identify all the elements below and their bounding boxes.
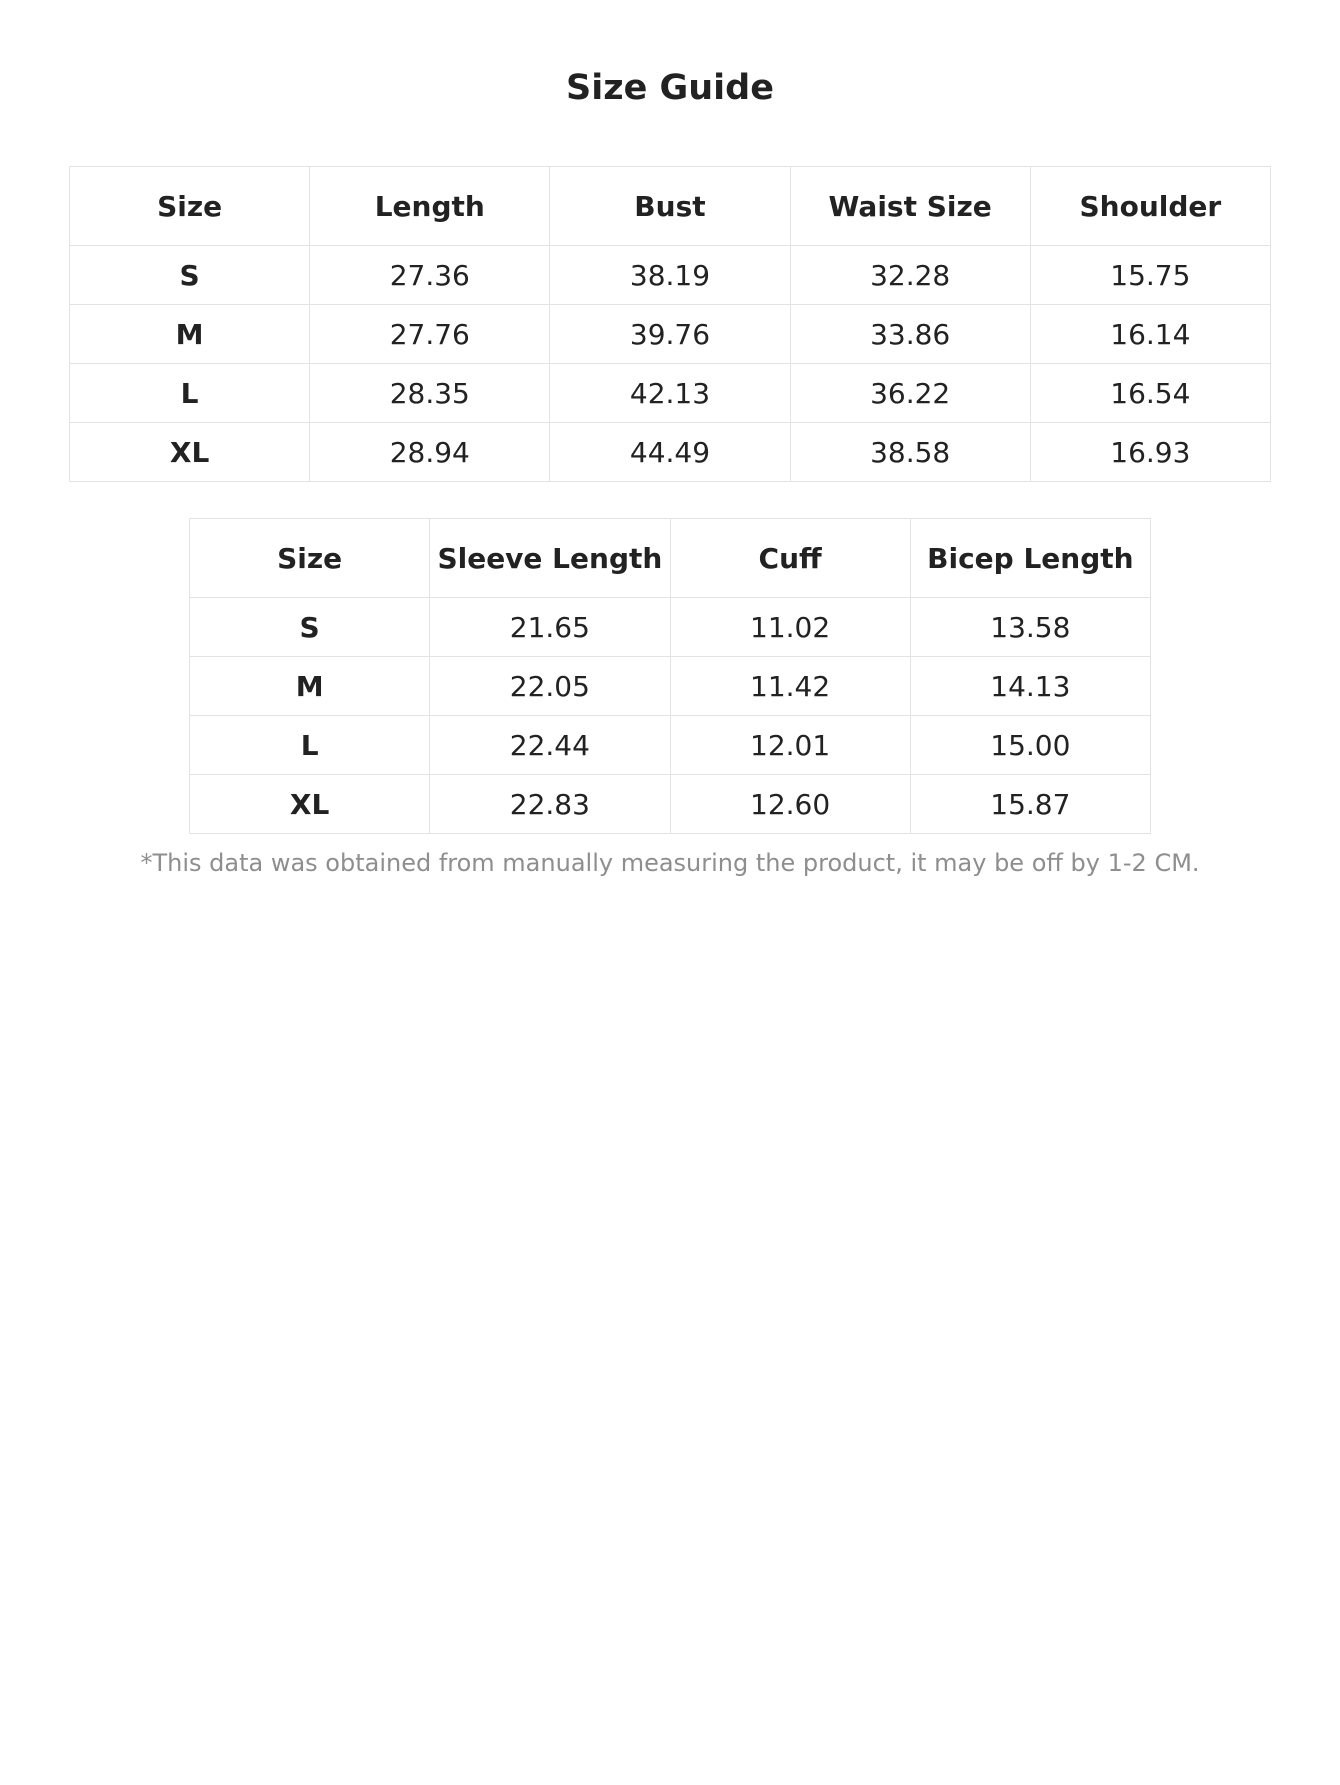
table-cell: 27.76 xyxy=(310,305,550,364)
column-header: Cuff xyxy=(670,519,910,598)
table-cell: 42.13 xyxy=(550,364,790,423)
table-row xyxy=(70,246,1271,305)
size-cell: XL xyxy=(70,423,310,482)
table-cell: 36.22 xyxy=(790,364,1030,423)
table-row xyxy=(190,716,1151,775)
table-cell: 15.00 xyxy=(910,716,1150,775)
measurement-disclaimer: *This data was obtained from manually measuring the product, it may be off by 1-2 CM. xyxy=(140,849,1200,877)
table-cell: 33.86 xyxy=(790,305,1030,364)
column-header: Shoulder xyxy=(1030,167,1270,246)
table-cell: 13.58 xyxy=(910,598,1150,657)
table-cell: 28.35 xyxy=(310,364,550,423)
table-cell: 39.76 xyxy=(550,305,790,364)
table-row xyxy=(190,775,1151,834)
column-header: Bicep Length xyxy=(910,519,1150,598)
table-cell: 16.14 xyxy=(1030,305,1270,364)
table-header-row xyxy=(70,167,1271,246)
table-cell: 32.28 xyxy=(790,246,1030,305)
size-cell: M xyxy=(190,657,430,716)
table-cell: 38.58 xyxy=(790,423,1030,482)
size-cell: L xyxy=(70,364,310,423)
table-cell: 12.60 xyxy=(670,775,910,834)
size-cell: S xyxy=(70,246,310,305)
column-header: Size xyxy=(190,519,430,598)
size-cell: L xyxy=(190,716,430,775)
table-row xyxy=(190,657,1151,716)
table-cell: 16.93 xyxy=(1030,423,1270,482)
size-cell: M xyxy=(70,305,310,364)
table-cell: 12.01 xyxy=(670,716,910,775)
column-header: Bust xyxy=(550,167,790,246)
table-cell: 16.54 xyxy=(1030,364,1270,423)
table-cell: 22.05 xyxy=(430,657,670,716)
size-table-body xyxy=(69,166,1271,482)
column-header: Waist Size xyxy=(790,167,1030,246)
table-cell: 21.65 xyxy=(430,598,670,657)
page-title: Size Guide xyxy=(566,68,774,108)
table-cell: 22.44 xyxy=(430,716,670,775)
column-header: Sleeve Length xyxy=(430,519,670,598)
size-table-sleeve xyxy=(189,518,1151,834)
table-cell: 27.36 xyxy=(310,246,550,305)
table-row xyxy=(70,423,1271,482)
size-cell: XL xyxy=(190,775,430,834)
table-cell: 44.49 xyxy=(550,423,790,482)
size-cell: S xyxy=(190,598,430,657)
column-header: Length xyxy=(310,167,550,246)
table-row xyxy=(190,598,1151,657)
table-cell: 14.13 xyxy=(910,657,1150,716)
table-cell: 15.75 xyxy=(1030,246,1270,305)
table-cell: 11.42 xyxy=(670,657,910,716)
table-cell: 11.02 xyxy=(670,598,910,657)
table-cell: 22.83 xyxy=(430,775,670,834)
table-row xyxy=(70,364,1271,423)
table-cell: 38.19 xyxy=(550,246,790,305)
table-cell: 15.87 xyxy=(910,775,1150,834)
column-header: Size xyxy=(70,167,310,246)
table-row xyxy=(70,305,1271,364)
table-cell: 28.94 xyxy=(310,423,550,482)
table-header-row xyxy=(190,519,1151,598)
